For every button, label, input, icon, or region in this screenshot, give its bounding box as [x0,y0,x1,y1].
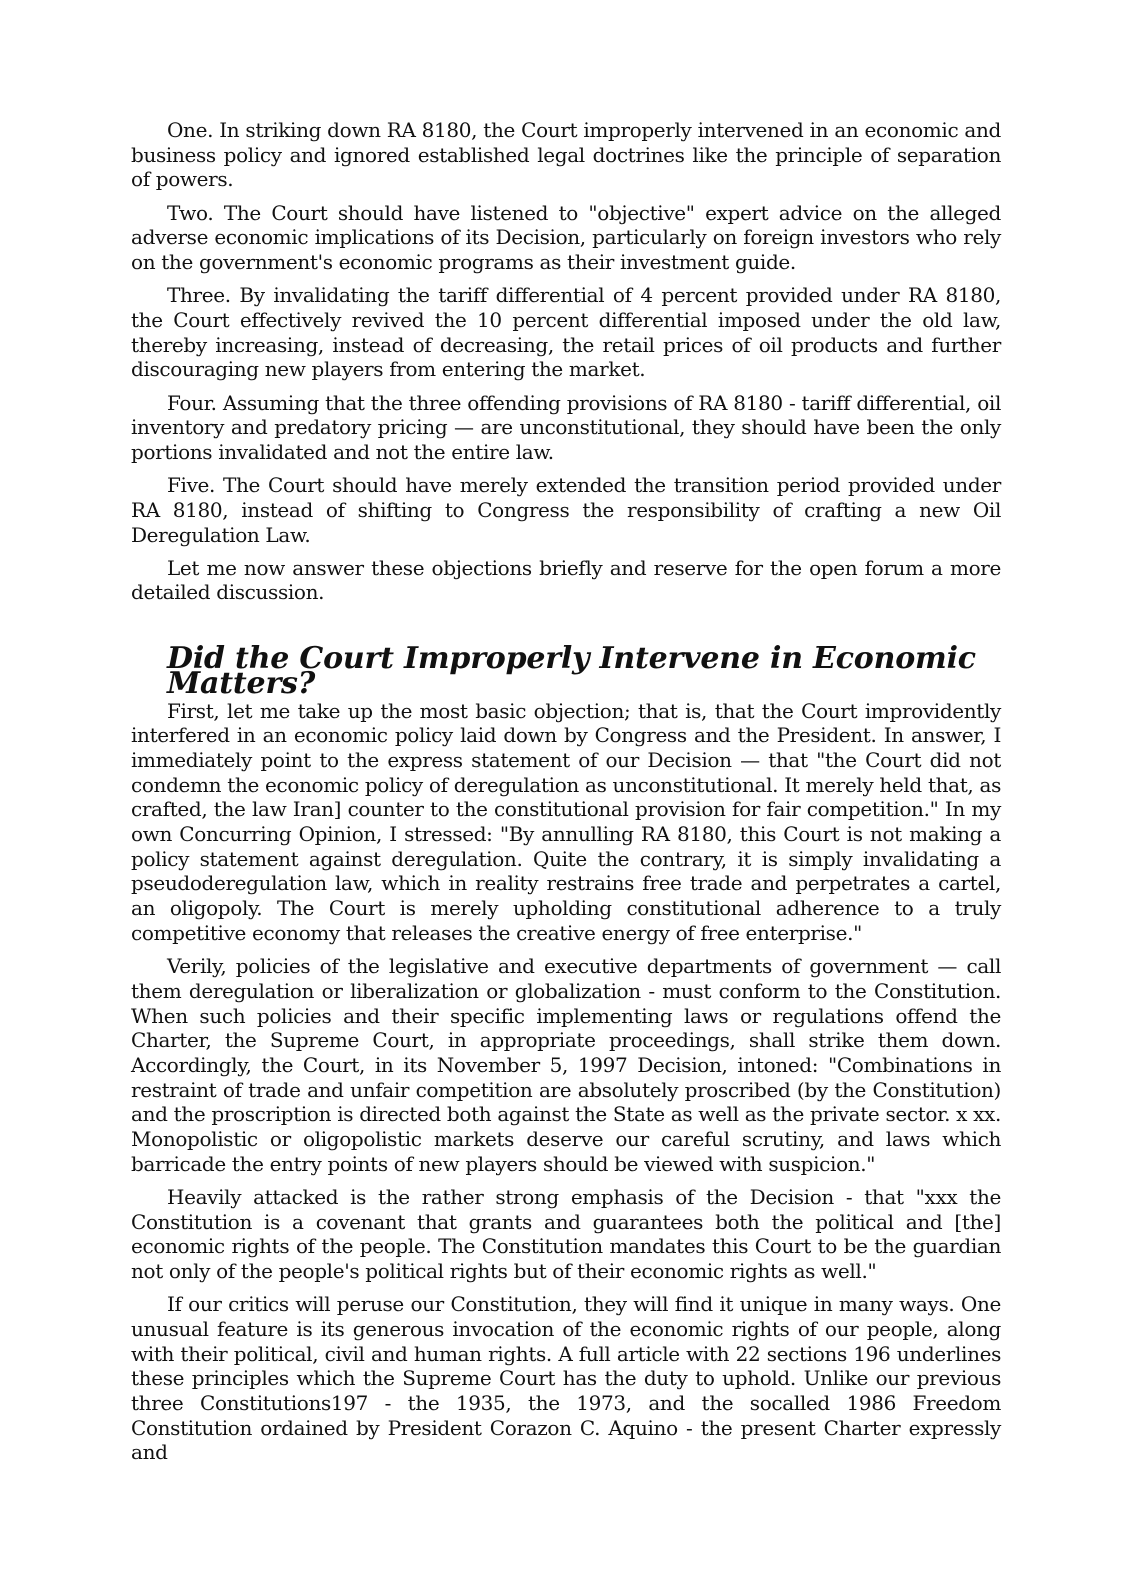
transition-paragraph: Let me now answer these objections briefly and reserve for the open forum a more detailed discussion. [131,555,1001,605]
objection-two-paragraph: Two. The Court should have listened to "objective" expert advice on the alleged adverse economic implications of its Decision, particularly on foreign investors who rely on the government's economic programs as their investment guide. [131,200,1001,275]
objection-one-paragraph: One. In striking down RA 8180, the Court improperly intervened in an economic and business policy and ignored established legal doctrines like the principle of separation of powers. [131,118,1001,192]
body-paragraph: Verily, policies of the legislative and executive departments of government — call them deregulation or liberalization or globalization - must conform to the Constitution. When such policies and their specific implementing laws or regulations offend the Charter, the Supreme Court, in appropriate proceedings, shall strike them down. Accordingly, the Court, in its November 5, 1997 Decision, intoned: "Combinations in restraint of trade and unfair competition are absolutely proscribed (by the Constitution) and the proscription is directed both against the State as well as the private sector. x xx. Monopolistic or oligopolistic markets deserve our careful scrutiny, and laws which barricade the entry points of new players should be viewed with suspicion." [131,954,1001,1176]
document-page [131,118,1001,1474]
objection-five-paragraph: Five. The Court should have merely extended the transition period provided under RA 8180, instead of shifting to Congress the responsibility of crafting a new Oil Deregulation Law. [131,473,1001,547]
body-paragraph: Heavily attacked is the rather strong emphasis of the Decision - that "xxx the Constitution is a covenant that grants and guarantees both the political and [the] economic rights of the people. The Constitution mandates this Court to be the guardian not only of the people's political rights but of their economic rights as well." [131,1184,1001,1284]
body-paragraph: If our critics will peruse our Constitution, they will find it unique in many ways. One unusual feature is its generous invocation of the economic rights of our people, along with their political, civil and human rights. A full article with 22 sections 196 underlines these principles which the Supreme Court has the duty to uphold. Unlike our previous three Constitutions197 - the 1935, the 1973, and the socalled 1986 Freedom Constitution ordained by President Corazon C. Aquino - the present Charter expressly and [131,1292,1001,1465]
section-heading: Did the Court Improperly Intervene in Economic Matters? [167,641,976,701]
body-paragraph: First, let me take up the most basic objection; that is, that the Court improvidently interfered in an economic policy laid down by Congress and the President. In answer, I immediately point to the express statement of our Decision — that "the Court did not condemn the economic policy of deregulation as unconstitutional. It merely held that, as crafted, the law Iran] counter to the constitutional provision for fair competition." In my own Concurring Opinion, I stressed: "By annulling RA 8180, this Court is not making a policy statement against deregulation. Quite the contrary, it is simply invalidating a pseudoderegulation law, which in reality restrains free trade and perpetrates a cartel, an oligopoly. The Court is merely upholding constitutional adherence to a truly competitive economy that releases the creative energy of free enterprise." [131,698,1001,945]
objection-three-paragraph: Three. By invalidating the tariff differential of 4 percent provided under RA 8180, the Court effectively revived the 10 percent differential imposed under the old law, thereby increasing, instead of decreasing, the retail prices of oil products and further discouraging new players from entering the market. [131,283,1001,382]
objection-four-paragraph: Four. Assuming that the three offending provisions of RA 8180 - tariff differential, oil inventory and predatory pricing — are unconstitutional, they should have been the only portions invalidated and not the entire law. [131,390,1001,464]
